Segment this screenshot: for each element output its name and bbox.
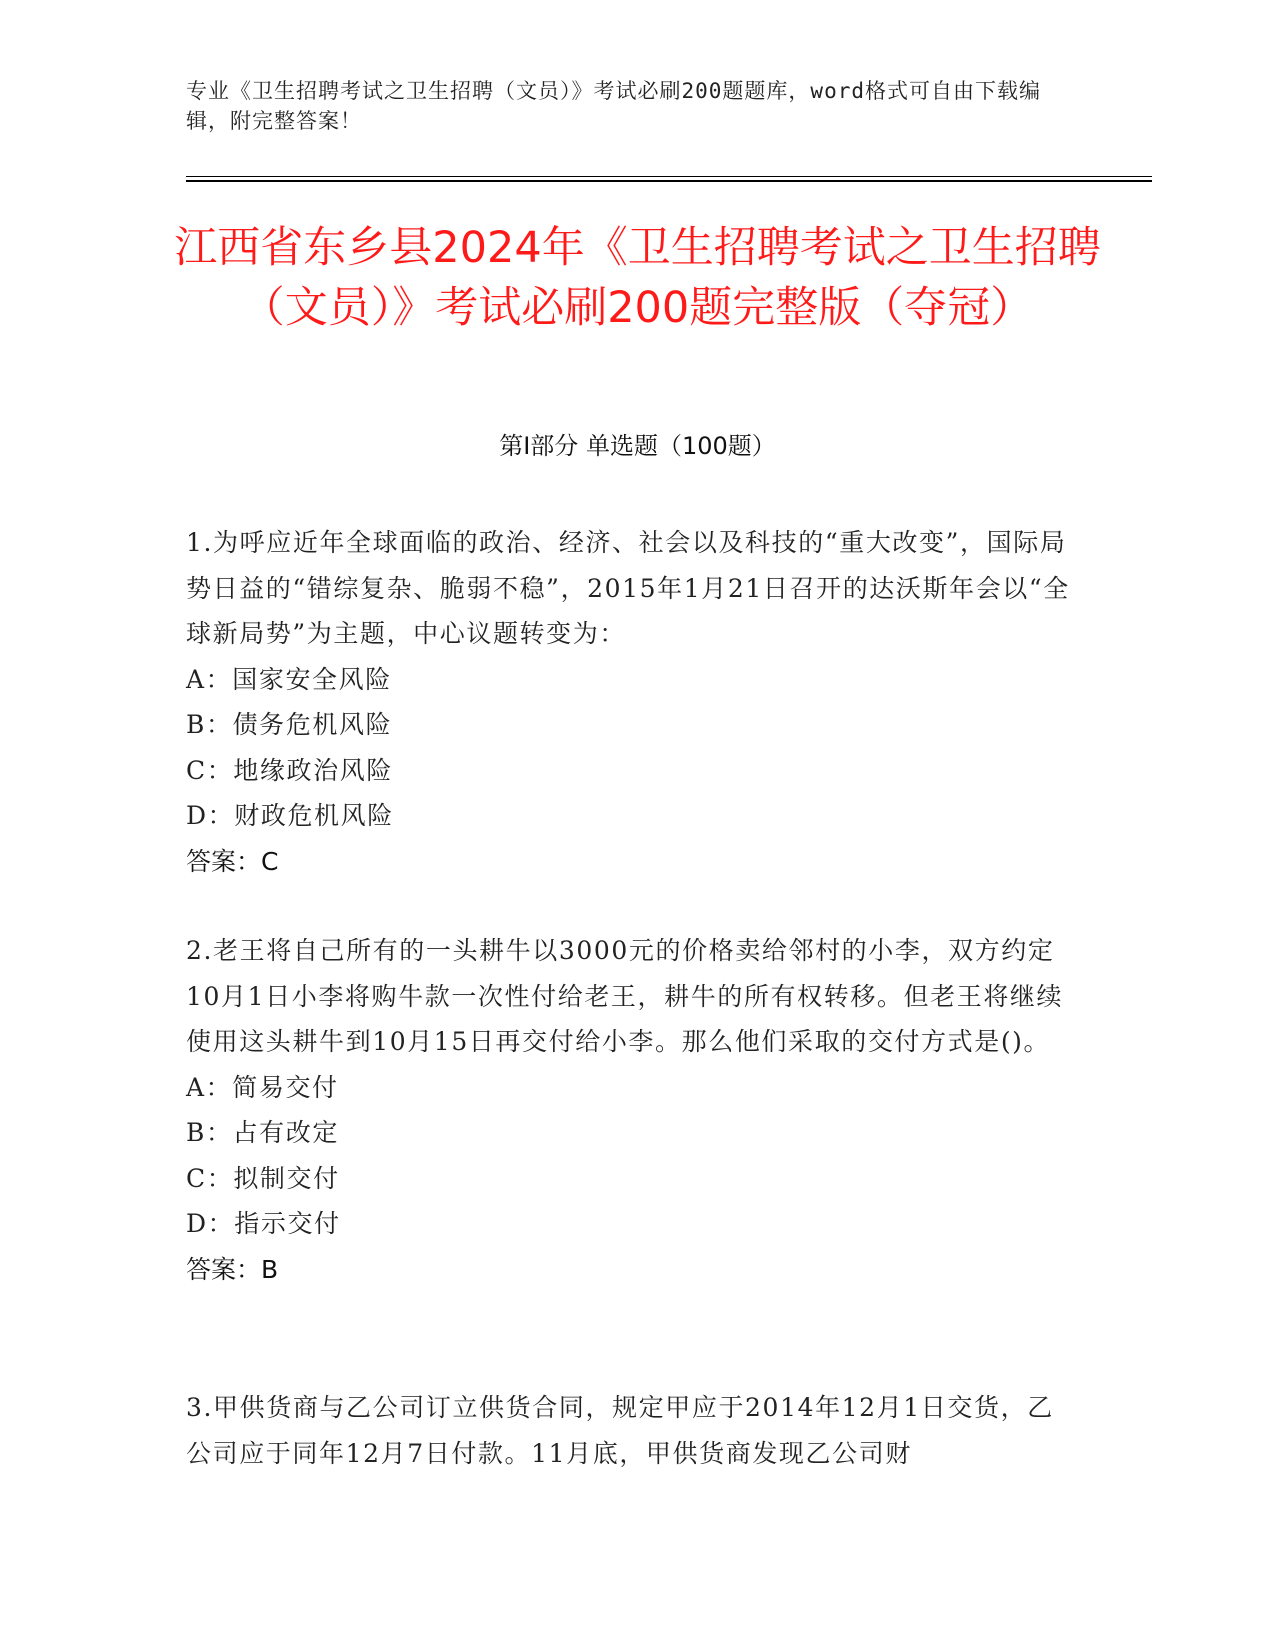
option-d: D：指示交付 (186, 1209, 341, 1238)
question-text: 3.甲供货商与乙公司订立供货合同，规定甲应于2014年12月1日交货，乙公司应于同年12月7日付款。11月底，甲供货商发现乙公司财 (186, 1393, 1054, 1468)
header-note: 专业《卫生招聘考试之卫生招聘（文员）》考试必刷200题题库，word格式可自由下载编辑，附完整答案！ (186, 79, 1041, 133)
option-a: A：简易交付 (186, 1072, 339, 1102)
header-divider-thick (186, 180, 1152, 182)
answer-label: 答案：C (186, 846, 279, 876)
answer-label: 答案：B (186, 1254, 279, 1284)
question-text: 2.老王将自己所有的一头耕牛以3000元的价格卖给邻村的小李，双方约定10月1日小李将购牛款一次性付给老王，耕牛的所有权转移。但老王将继续使用这头耕牛到10月15日再交付给小李。那么他们采取的交付方式是()。 (186, 936, 1064, 1056)
option-c: C：拟制交付 (186, 1163, 340, 1193)
option-d: D：财政危机风险 (186, 801, 394, 830)
option-b: B：占有改定 (186, 1118, 339, 1147)
option-b: B：债务危机风险 (186, 710, 393, 739)
header-divider-thin (186, 176, 1152, 177)
question-text: 1.为呼应近年全球面临的政治、经济、社会以及科技的“重大改变”，国际局势日益的“错综复杂、脆弱不稳”，2015年1月21日召开的达沃斯年会以“全球新局势”为主题，中心议题转变为： (186, 528, 1070, 648)
document-title: 江西省东乡县2024年《卫生招聘考试之卫生招聘（文员）》考试必刷200题完整版（夺冠） (174, 223, 1101, 333)
option-a: A：国家安全风险 (186, 664, 392, 694)
section-title: 第Ⅰ部分 单选题（100题） (499, 432, 776, 460)
option-c: C：地缘政治风险 (186, 755, 393, 785)
question-2 (186, 928, 1076, 1292)
question-3 (186, 1385, 1076, 1476)
question-1 (186, 520, 1076, 884)
